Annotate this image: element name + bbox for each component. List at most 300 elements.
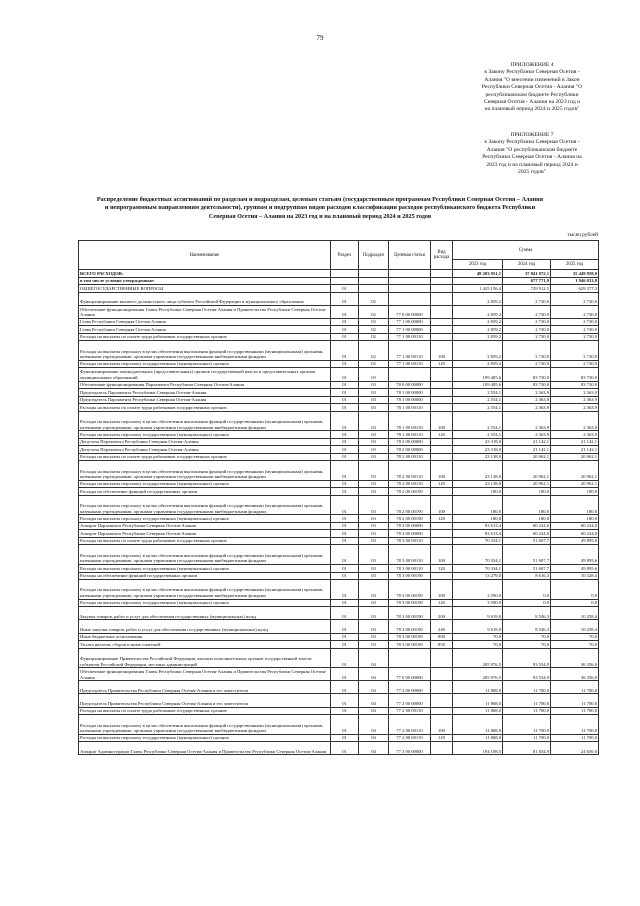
cell-section: 01 (331, 715, 359, 735)
cell-section: 01 (331, 620, 359, 633)
table-row (79, 565, 599, 573)
cell-sum-2024: 180,0 (503, 488, 551, 496)
cell-expense-type (431, 368, 453, 381)
appendix-4-note (462, 62, 602, 114)
table-row (79, 495, 599, 515)
cell-target-article: 77 2 00 00110 (389, 734, 431, 742)
cell-subsection: 03 (359, 368, 389, 381)
cell-target-article: 77 1 00 00000 (389, 326, 431, 334)
budget-table (78, 240, 599, 755)
cell-subsection: 02 (359, 341, 389, 361)
table-row (79, 668, 599, 681)
cell-expense-type (431, 530, 453, 538)
cell-section: 01 (331, 461, 359, 481)
cell-target-article: 77 2 00 00000 (389, 694, 431, 707)
cell-expense-type: 100 (431, 545, 453, 565)
cell-sum-2024: 180,0 (503, 495, 551, 515)
table-row (79, 292, 599, 305)
cell-subsection: 03 (359, 580, 389, 600)
cell-sum-2025: 2 363,9 (551, 389, 599, 397)
cell-section: 01 (331, 599, 359, 607)
cell-section: 01 (331, 318, 359, 326)
cell-sum-2025: 49 895,6 (551, 565, 599, 573)
cell-name: Обеспечение функционирования Главы Республики Северная Осетия-Алания и Правительства Республики Северная Осетия-Алания (79, 305, 331, 318)
cell-section: 01 (331, 488, 359, 496)
cell-sum-2023: 23 138,0 (453, 480, 503, 488)
cell-sum-2023: 70 334,1 (453, 565, 503, 573)
cell-subsection: 03 (359, 446, 389, 454)
cell-sum-2023: 70,0 (453, 633, 503, 641)
cell-target-article: 78 3 00 00190 (389, 607, 431, 620)
header-year-2025: 2025 год (551, 260, 599, 270)
cell-target-article (389, 292, 431, 305)
cell-target-article: 78 3 00 00000 (389, 530, 431, 538)
cell-sum-2025: 11 700,0 (551, 681, 599, 694)
cell-subsection (359, 270, 389, 278)
cell-expense-type: 850 (431, 641, 453, 649)
table-row (79, 707, 599, 715)
cell-expense-type: 240 (431, 620, 453, 633)
cell-sum-2025: 20 962,1 (551, 461, 599, 481)
cell-target-article: 78 1 00 00110 (389, 411, 431, 431)
cell-name: Расходы на выплаты персоналу государственных (муниципальных) органов (79, 565, 331, 573)
table-row (79, 742, 599, 755)
cell-section: 01 (331, 326, 359, 334)
cell-sum-2024: 60 224,0 (503, 522, 551, 530)
cell-section: 01 (331, 607, 359, 620)
cell-sum-2024: 8 616,3 (503, 572, 551, 580)
cell-target-article: 78 2 00 00190 (389, 515, 431, 523)
cell-name: Расходы на выплаты персоналу в целях обеспечения выполнения функций государственными (муниципальными) органами, казенными учреждениями, органами управления государственными внебюджетными фондами (79, 461, 331, 481)
cell-subsection: 02 (359, 292, 389, 305)
cell-section: 01 (331, 522, 359, 530)
cell-section: 01 (331, 681, 359, 694)
cell-subsection: 03 (359, 404, 389, 412)
table-row (79, 333, 599, 341)
cell-name: Председатель Парламента Республики Северная Осетия-Алания (79, 389, 331, 397)
cell-subsection: 03 (359, 431, 389, 439)
units-label: тысяч рублей (567, 232, 598, 238)
cell-sum-2024: 37 841 072,1 (503, 270, 551, 278)
cell-subsection: 04 (359, 742, 389, 755)
cell-name: Расходы на обеспечение функций государственных органов (79, 572, 331, 580)
cell-subsection: 03 (359, 620, 389, 633)
cell-name: Расходы на выплаты персоналу государственных (муниципальных) органов (79, 360, 331, 368)
cell-sum-2024: 21 142,1 (503, 438, 551, 446)
cell-target-article: 77 2 00 00110 (389, 707, 431, 715)
cell-sum-2023: 2 859,2 (453, 360, 503, 368)
cell-expense-type (431, 537, 453, 545)
cell-expense-type (431, 277, 453, 285)
cell-name: Расходы на выплаты персоналу в целях обеспечения выполнения функций государственными (муниципальными) органами, казенными учреждениями, органами управления государственными внебюджетными фондами (79, 495, 331, 515)
header-target-article: Целевая статья (389, 241, 431, 270)
table-row (79, 580, 599, 600)
table-row (79, 620, 599, 633)
cell-expense-type (431, 488, 453, 496)
cell-name: Функционирование Правительства Российской Федерации, высших исполнительных органов государственной власти субъектов Российской Федерации, местных администраций (79, 648, 331, 668)
cell-name: ОБЩЕГОСУДАРСТВЕННЫЕ ВОПРОСЫ (79, 285, 331, 293)
table-row (79, 285, 599, 293)
cell-sum-2024: 70,0 (503, 641, 551, 649)
cell-subsection: 03 (359, 488, 389, 496)
cell-target-article (389, 368, 431, 381)
cell-target-article: 77 3 00 00000 (389, 742, 431, 755)
cell-sum-2024: 2 363,9 (503, 389, 551, 397)
table-row (79, 277, 599, 285)
cell-subsection: 03 (359, 381, 389, 389)
cell-sum-2023: 11 868,0 (453, 707, 503, 715)
cell-section: 01 (331, 411, 359, 431)
cell-sum-2025: 2 363,9 (551, 396, 599, 404)
cell-subsection: 03 (359, 389, 389, 397)
cell-sum-2024: 2 730,0 (503, 333, 551, 341)
appendix-line: Республики Северная Осетия - Алания "О (481, 84, 583, 91)
cell-expense-type: 120 (431, 431, 453, 439)
cell-sum-2024: 11 700,0 (503, 707, 551, 715)
table-row (79, 572, 599, 580)
cell-subsection: 02 (359, 326, 389, 334)
cell-section: 01 (331, 381, 359, 389)
cell-subsection: 03 (359, 599, 389, 607)
header-year-2023: 2023 год (453, 260, 503, 270)
cell-sum-2024: 93 534,9 (503, 668, 551, 681)
cell-sum-2025: 180,0 (551, 495, 599, 515)
cell-sum-2024: 11 700,0 (503, 715, 551, 735)
cell-sum-2023: 70 334,1 (453, 537, 503, 545)
cell-sum-2023: 2 554,1 (453, 396, 503, 404)
cell-sum-2024: 2 363,9 (503, 431, 551, 439)
cell-expense-type (431, 453, 453, 461)
cell-section: 01 (331, 707, 359, 715)
cell-target-article: 78 3 00 00190 (389, 633, 431, 641)
cell-sum-2024: 677 771,9 (503, 277, 551, 285)
cell-sum-2023: 23 318,0 (453, 446, 503, 454)
cell-target-article: 78 1 00 00110 (389, 404, 431, 412)
cell-section: 01 (331, 368, 359, 381)
cell-target-article (389, 277, 431, 285)
cell-sum-2025: 36 356,0 (551, 668, 599, 681)
cell-expense-type: 120 (431, 515, 453, 523)
cell-expense-type (431, 285, 453, 293)
cell-sum-2025: 11 700,0 (551, 694, 599, 707)
cell-expense-type (431, 522, 453, 530)
table-row (79, 446, 599, 454)
cell-subsection: 04 (359, 681, 389, 694)
cell-expense-type: 100 (431, 715, 453, 735)
cell-sum-2025: 2 730,0 (551, 341, 599, 361)
cell-target-article (389, 285, 431, 293)
cell-name: Аппарат Парламента Республики Северная Осетия-Алания (79, 522, 331, 530)
cell-section: 01 (331, 360, 359, 368)
cell-name: в том числе условно утвержденные: (79, 277, 331, 285)
cell-name: Глава Республики Северная Осетия-Алания (79, 318, 331, 326)
cell-name: Депутаты Парламента Республики Северная Осетия-Алания (79, 446, 331, 454)
cell-target-article: 77 1 00 00000 (389, 318, 431, 326)
cell-expense-type (431, 292, 453, 305)
cell-section: 01 (331, 668, 359, 681)
cell-target-article: 78 3 00 00110 (389, 537, 431, 545)
cell-subsection: 02 (359, 333, 389, 341)
cell-sum-2024: 11 700,0 (503, 734, 551, 742)
cell-expense-type (431, 438, 453, 446)
cell-expense-type (431, 446, 453, 454)
cell-sum-2025: 2 730,0 (551, 360, 599, 368)
table-row (79, 396, 599, 404)
cell-subsection (359, 277, 389, 285)
cell-subsection: 02 (359, 360, 389, 368)
cell-sum-2024: 2 363,9 (503, 404, 551, 412)
cell-expense-type (431, 742, 453, 755)
cell-name: Аппарат Парламента Республики Северная Осетия-Алания (79, 530, 331, 538)
cell-section: 01 (331, 572, 359, 580)
table-body (79, 270, 599, 755)
cell-sum-2025: 70,0 (551, 633, 599, 641)
cell-subsection: 03 (359, 530, 389, 538)
cell-sum-2023: 1 425 156,4 (453, 285, 503, 293)
appendix-line: к Закону Республики Северная Осетия - (484, 139, 580, 146)
table-row (79, 633, 599, 641)
cell-name: Расходы на обеспечение функций государственных органов (79, 488, 331, 496)
cell-name: Расходы на выплаты персоналу государственных (муниципальных) органов (79, 431, 331, 439)
table-row (79, 537, 599, 545)
cell-target-article: 77 2 00 00110 (389, 715, 431, 735)
cell-sum-2025: 60 224,0 (551, 530, 599, 538)
cell-sum-2025: 11 700,0 (551, 707, 599, 715)
header-name: Наименование (79, 241, 331, 270)
cell-sum-2025: 0,0 (551, 599, 599, 607)
cell-sum-2025: 2 363,9 (551, 411, 599, 431)
cell-sum-2025: 83 730,0 (551, 381, 599, 389)
appendix-line: 2025 годов" (518, 169, 546, 176)
cell-sum-2025: 49 895,6 (551, 537, 599, 545)
table-row (79, 681, 599, 694)
table-row (79, 318, 599, 326)
cell-sum-2024: 83 730,0 (503, 381, 551, 389)
cell-section: 01 (331, 285, 359, 293)
table-row (79, 515, 599, 523)
cell-sum-2023: 70,0 (453, 641, 503, 649)
cell-target-article: 77 1 00 00110 (389, 341, 431, 361)
table-row (79, 404, 599, 412)
cell-sum-2024: 20 962,1 (503, 480, 551, 488)
cell-sum-2024: 729 912,5 (503, 285, 551, 293)
cell-sum-2023: 205 976,5 (453, 668, 503, 681)
cell-sum-2023: 2 554,1 (453, 411, 503, 431)
cell-target-article: 78 3 00 00190 (389, 620, 431, 633)
cell-sum-2024: 2 730,0 (503, 292, 551, 305)
cell-sum-2023: 2 859,2 (453, 341, 503, 361)
cell-sum-2025: 2 730,0 (551, 305, 599, 318)
cell-subsection: 03 (359, 565, 389, 573)
cell-expense-type (431, 572, 453, 580)
table-row (79, 360, 599, 368)
cell-name: Закупка товаров, работ и услуг для обеспечения государственных (муниципальных) нужд (79, 607, 331, 620)
appendix-line: Алания "О внесении изменений в Закон (484, 76, 580, 83)
cell-sum-2025: 21 142,1 (551, 438, 599, 446)
table-row (79, 305, 599, 318)
cell-target-article: 78 1 00 00000 (389, 396, 431, 404)
cell-sum-2024: 0,0 (503, 599, 551, 607)
cell-expense-type: 120 (431, 734, 453, 742)
cell-sum-2025: 83 730,0 (551, 368, 599, 381)
cell-expense-type (431, 694, 453, 707)
cell-expense-type (431, 389, 453, 397)
cell-sum-2023: 2 859,2 (453, 333, 503, 341)
cell-expense-type: 800 (431, 633, 453, 641)
table-header-row (79, 241, 599, 260)
cell-section: 01 (331, 389, 359, 397)
cell-sum-2023: 83 613,4 (453, 530, 503, 538)
appendix-line: республиканском бюджете Республики (485, 91, 579, 98)
cell-expense-type: 120 (431, 565, 453, 573)
cell-sum-2024: 21 142,1 (503, 446, 551, 454)
page-number: 79 (316, 34, 324, 42)
table-row (79, 461, 599, 481)
appendix-line: на плановый период 2024 и 2025 годов" (484, 106, 580, 113)
cell-sum-2024: 83 730,0 (503, 368, 551, 381)
cell-subsection: 03 (359, 411, 389, 431)
table-row (79, 648, 599, 668)
cell-target-article: 77 1 00 00110 (389, 333, 431, 341)
cell-sum-2023: 70 334,1 (453, 545, 503, 565)
cell-sum-2023: 9 619,0 (453, 607, 503, 620)
cell-sum-2025: 49 895,6 (551, 545, 599, 565)
table-row (79, 641, 599, 649)
cell-sum-2025: 2 730,0 (551, 318, 599, 326)
cell-sum-2025: 2 730,0 (551, 326, 599, 334)
cell-expense-type: 120 (431, 599, 453, 607)
cell-section: 01 (331, 438, 359, 446)
cell-target-article: 78 3 00 00190 (389, 641, 431, 649)
appendix-7-note (462, 132, 602, 176)
cell-expense-type (431, 681, 453, 694)
table-row (79, 694, 599, 707)
header-sum: Сумма (453, 241, 599, 260)
cell-sum-2023: 180,0 (453, 495, 503, 515)
cell-sum-2023: 2 554,1 (453, 389, 503, 397)
cell-sum-2025: 10 328,4 (551, 572, 599, 580)
cell-target-article: 78 3 00 00110 (389, 565, 431, 573)
cell-sum-2024: 0,0 (503, 580, 551, 600)
cell-subsection: 02 (359, 318, 389, 326)
table-row (79, 545, 599, 565)
cell-subsection: 03 (359, 641, 389, 649)
cell-subsection: 04 (359, 707, 389, 715)
cell-section: 01 (331, 580, 359, 600)
cell-target-article (389, 648, 431, 668)
cell-section: 01 (331, 537, 359, 545)
cell-sum-2024: 51 607,7 (503, 565, 551, 573)
cell-name: Расходы на выплаты по оплате труда работников государственных органов (79, 453, 331, 461)
cell-sum-2024: 11 700,0 (503, 681, 551, 694)
table-row (79, 599, 599, 607)
cell-sum-2023: 11 868,0 (453, 715, 503, 735)
cell-sum-2025: 35 449 858,0 (551, 270, 599, 278)
cell-section: 01 (331, 341, 359, 361)
cell-expense-type (431, 318, 453, 326)
cell-subsection: 04 (359, 734, 389, 742)
table-row (79, 270, 599, 278)
cell-section: 01 (331, 734, 359, 742)
cell-section (331, 270, 359, 278)
cell-section: 01 (331, 446, 359, 454)
cell-section: 01 (331, 515, 359, 523)
cell-expense-type (431, 326, 453, 334)
cell-sum-2024: 51 607,7 (503, 545, 551, 565)
cell-target-article: 78 2 00 00190 (389, 495, 431, 515)
cell-name: Обеспечение функционирования Парламента Республики Северная Осетия-Алания (79, 381, 331, 389)
cell-expense-type: 100 (431, 580, 453, 600)
cell-sum-2023: 23 318,0 (453, 438, 503, 446)
cell-section (331, 277, 359, 285)
cell-section: 01 (331, 480, 359, 488)
cell-section: 01 (331, 305, 359, 318)
cell-sum-2023: 9 619,0 (453, 620, 503, 633)
cell-name: Председатель Правительства Республики Северная Осетия-Алания и его заместители (79, 681, 331, 694)
appendix-line: к Закону Республики Северная Осетия - (484, 69, 580, 76)
cell-sum-2024: 180,0 (503, 515, 551, 523)
header-section: Раздел (331, 241, 359, 270)
table-row (79, 530, 599, 538)
cell-sum-2024: 81 834,9 (503, 742, 551, 755)
cell-sum-2024: 93 534,9 (503, 648, 551, 668)
cell-sum-2024: 51 607,7 (503, 537, 551, 545)
cell-expense-type (431, 333, 453, 341)
cell-target-article: 78 1 00 00110 (389, 431, 431, 439)
cell-subsection: 03 (359, 396, 389, 404)
cell-target-article: 77 0 00 00000 (389, 305, 431, 318)
cell-sum-2023: 180,0 (453, 515, 503, 523)
cell-sum-2023: 109 485,6 (453, 381, 503, 389)
cell-sum-2025: 20 962,1 (551, 453, 599, 461)
cell-section: 01 (331, 431, 359, 439)
cell-sum-2024: 2 730,0 (503, 341, 551, 361)
cell-sum-2025: 21 142,1 (551, 446, 599, 454)
cell-name: Расходы на выплаты по оплате труда работников государственных органов (79, 537, 331, 545)
cell-sum-2024: 2 730,0 (503, 305, 551, 318)
cell-section: 01 (331, 404, 359, 412)
cell-expense-type (431, 668, 453, 681)
cell-section: 01 (331, 453, 359, 461)
appendix-line: ПРИЛОЖЕНИЕ 4 (510, 62, 554, 68)
table-row (79, 368, 599, 381)
cell-expense-type: 100 (431, 341, 453, 361)
cell-name: Расходы на выплаты персоналу в целях обеспечения выполнения функций государственными (муниципальными) органами, казенными учреждениями, органами управления государственными внебюджетными фондами (79, 545, 331, 565)
table-row (79, 522, 599, 530)
cell-sum-2023 (453, 277, 503, 285)
cell-sum-2025: 0,0 (551, 580, 599, 600)
header-year-2024: 2024 год (503, 260, 551, 270)
cell-sum-2025: 1 946 033,8 (551, 277, 599, 285)
cell-sum-2023: 2 554,1 (453, 431, 503, 439)
cell-name: Председатель Правительства Республики Северная Осетия-Алания и его заместители (79, 694, 331, 707)
cell-name: Глава Республики Северная Осетия-Алания (79, 326, 331, 334)
cell-sum-2023: 48 203 951,1 (453, 270, 503, 278)
cell-target-article (389, 270, 431, 278)
header-subsection: Подраздел (359, 241, 389, 270)
cell-name: Расходы на выплаты персоналу государственных (муниципальных) органов (79, 734, 331, 742)
cell-sum-2025: 70,0 (551, 641, 599, 649)
cell-expense-type: 100 (431, 495, 453, 515)
cell-name: Расходы на выплаты персоналу в целях обеспечения выполнения функций государственными (муниципальными) органами, казенными учреждениями, органами управления государственными внебюджетными фондами (79, 580, 331, 600)
cell-name: Функционирование высшего должностного лица субъекта Российской Федерации и муниципального образования (79, 292, 331, 305)
cell-section: 01 (331, 742, 359, 755)
cell-target-article: 78 3 00 00190 (389, 599, 431, 607)
cell-expense-type (431, 396, 453, 404)
cell-target-article: 78 1 00 00000 (389, 389, 431, 397)
cell-sum-2023: 3 590,0 (453, 580, 503, 600)
cell-sum-2023: 3 590,0 (453, 599, 503, 607)
